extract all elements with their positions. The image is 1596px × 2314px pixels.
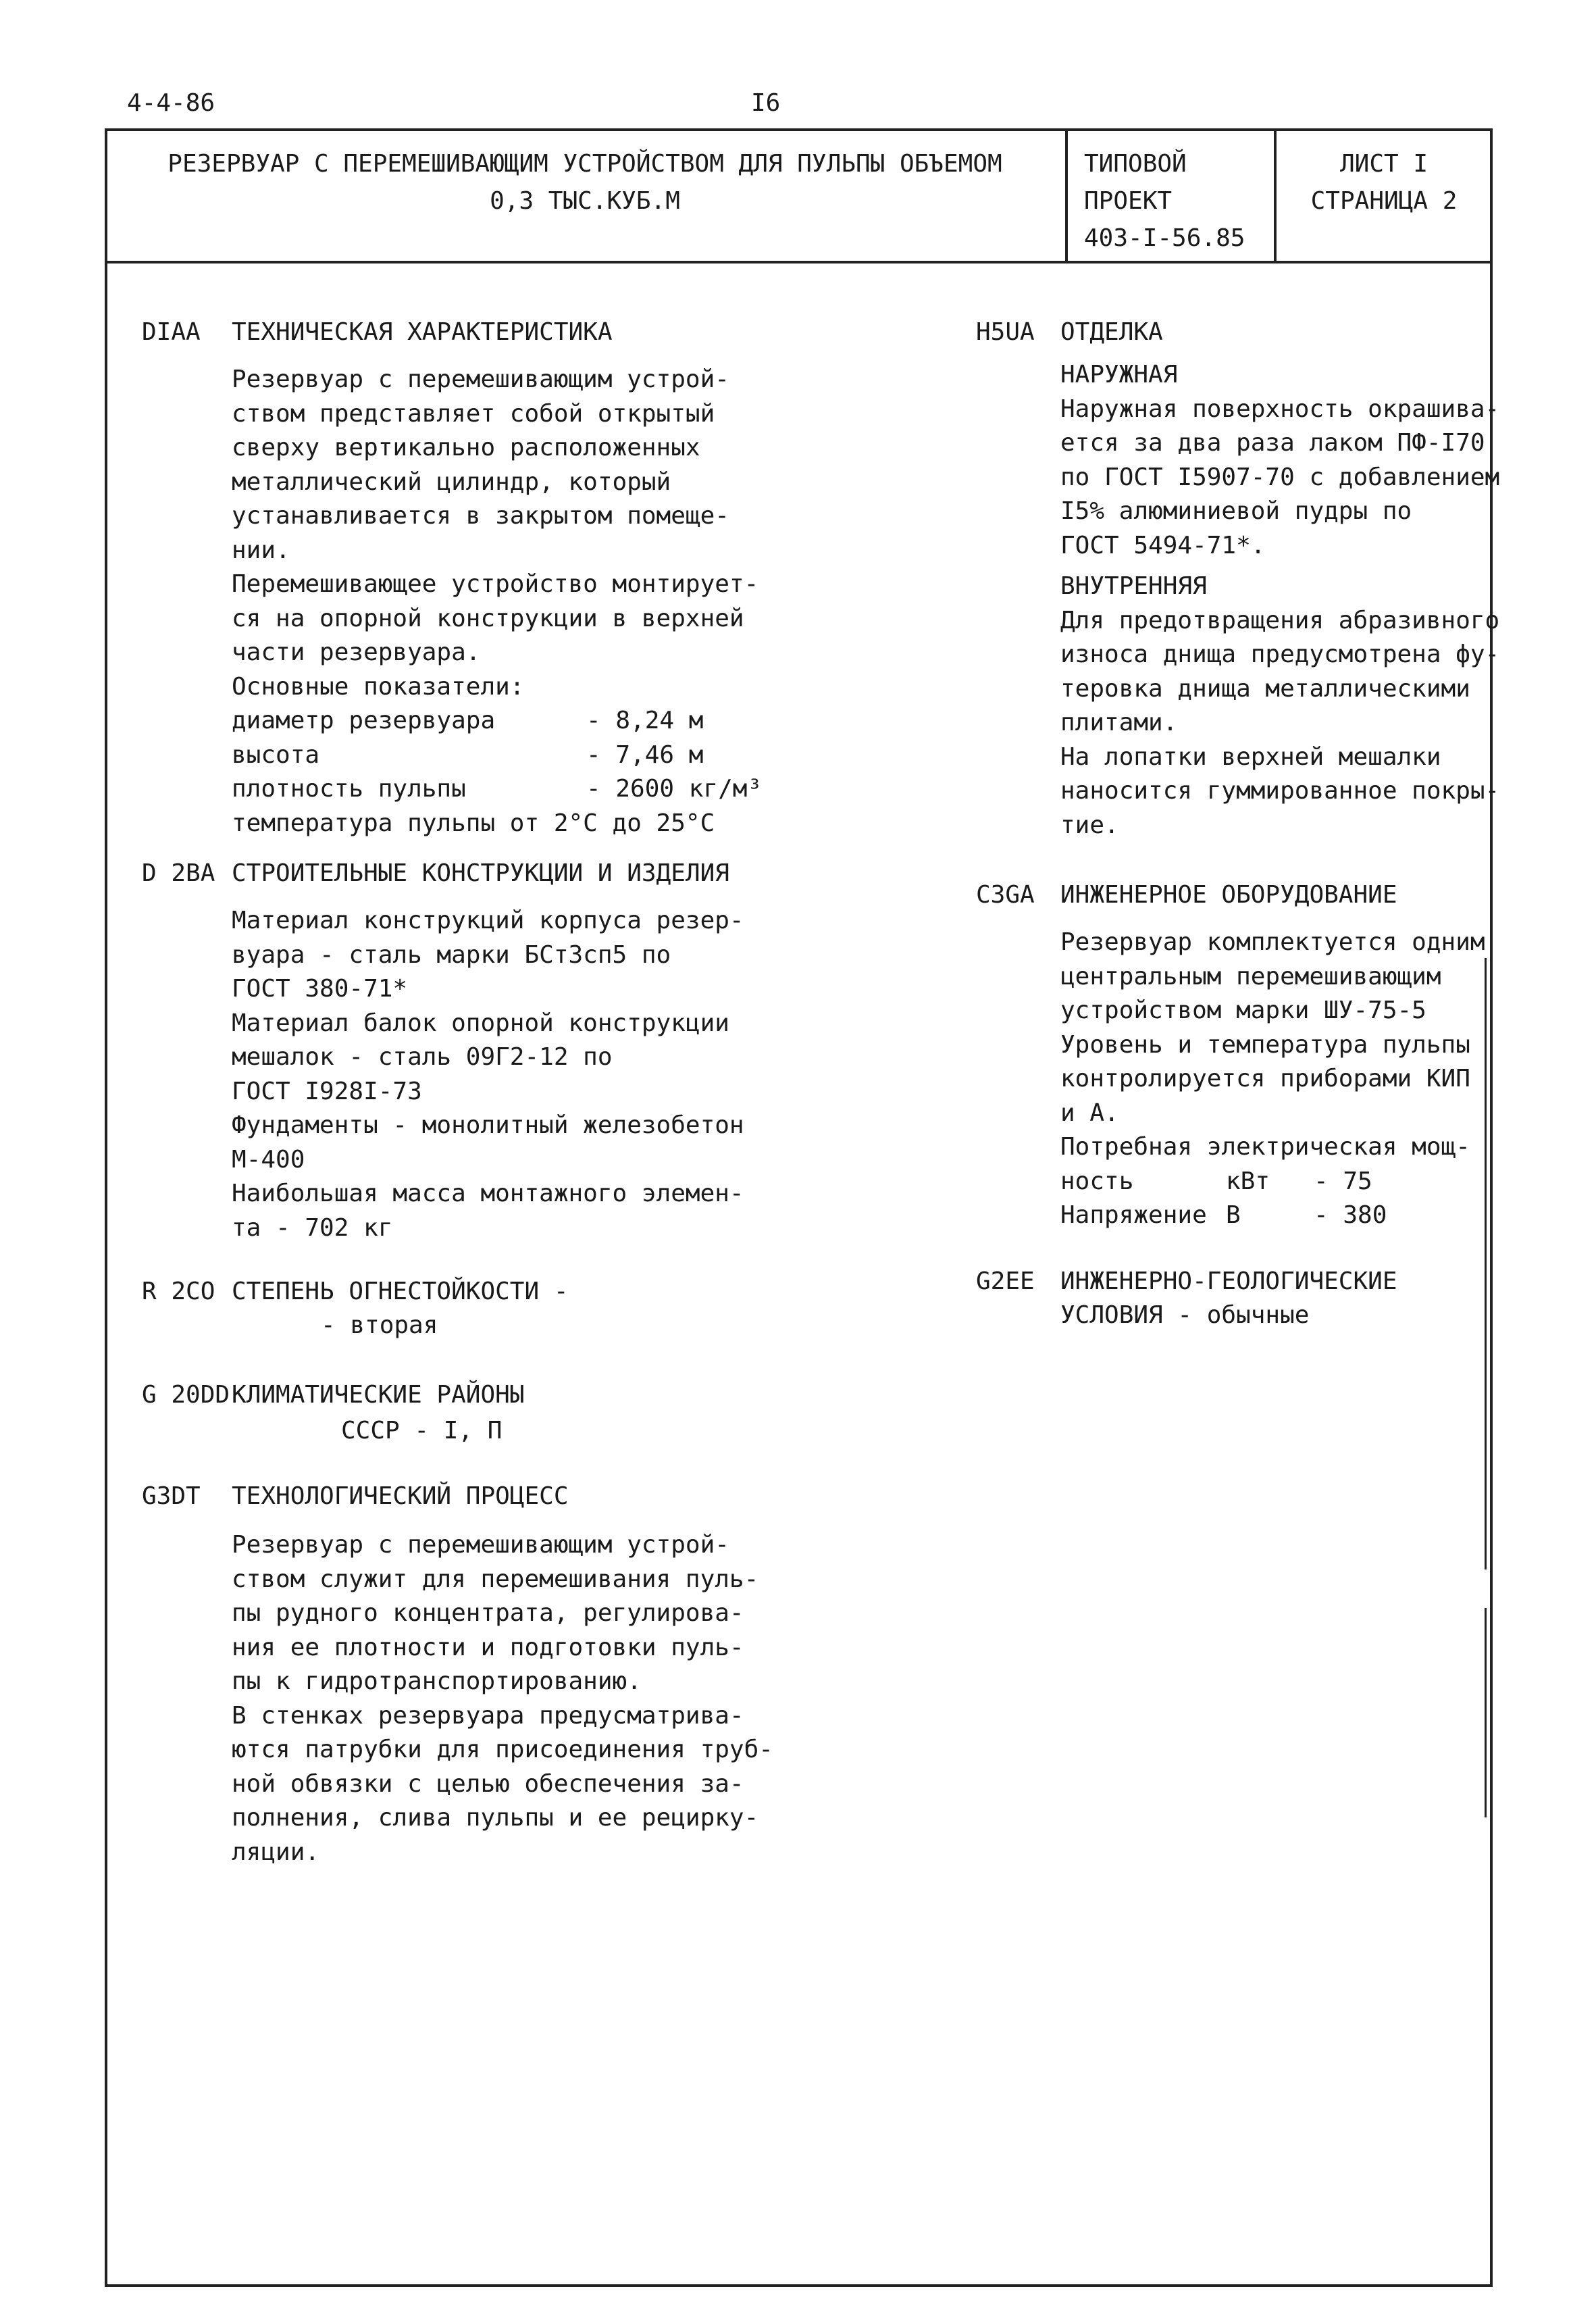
- header-col-divider-1: [1065, 128, 1068, 262]
- s7-line: Уровень и температура пульпы: [1060, 1030, 1470, 1059]
- s2-line: Материал конструкций корпуса резер-: [232, 907, 744, 934]
- header-sheet-line-1: ЛИСТ I: [1339, 150, 1428, 178]
- s1-line: устанавливается в закрытом помеще-: [232, 502, 729, 530]
- s7-line: Резервуар комплектуется одним: [1060, 928, 1485, 956]
- s2-line: Материал балок опорной конструкции: [232, 1009, 729, 1037]
- code-s8: G2EE: [976, 1267, 1035, 1295]
- code-s2: D 2BA: [142, 859, 215, 887]
- s1-line: металлический цилиндр, который: [232, 468, 671, 496]
- header-divider: [105, 261, 1493, 263]
- power-value: - 75: [1314, 1167, 1372, 1195]
- s6-line: Для предотвращения абразивного: [1060, 606, 1500, 634]
- s1-line: Перемешивающее устройство монтирует-: [232, 570, 759, 598]
- power-row: [1060, 1165, 1485, 1199]
- header-title-line-2: 0,3 ТЫС.КУБ.М: [490, 187, 680, 215]
- title-s3: СТЕПЕНЬ ОГНЕСТОЙКОСТИ -: [232, 1278, 569, 1305]
- param-name: плотность пульпы: [232, 775, 466, 803]
- s5-line: Резервуар с перемешивающим устрой-: [232, 1531, 729, 1559]
- value-s8: УСЛОВИЯ - обычные: [1060, 1301, 1310, 1329]
- code-s7: C3GA: [976, 881, 1035, 909]
- s6-line: наносится гуммированное покры-: [1060, 777, 1500, 805]
- header-col-divider-2: [1274, 128, 1277, 262]
- page-number: I6: [751, 89, 781, 117]
- header-title-line-1: РЕЗЕРВУАР С ПЕРЕМЕШИВАЮЩИМ УСТРОЙСТВОМ ДЛЯ ПУЛЬПЫ ОБЪЕМОМ: [168, 150, 1002, 178]
- s6-line: по ГОСТ I5907-70 с добавлением: [1060, 463, 1500, 491]
- s1-line: части резервуара.: [232, 638, 481, 666]
- s1-line: ся на опорной конструкции в верхней: [232, 604, 744, 632]
- s7-line: и А.: [1060, 1099, 1119, 1127]
- param-row-diameter: [232, 704, 762, 738]
- s5-line: пы к гидротранспортированию.: [232, 1667, 642, 1695]
- s6-line: тие.: [1060, 811, 1119, 839]
- subtitle-outer: НАРУЖНАЯ: [1060, 361, 1178, 388]
- title-s4: КЛИМАТИЧЕСКИЕ РАЙОНЫ: [232, 1381, 525, 1409]
- s2-line: та - 702 кг: [232, 1213, 393, 1242]
- title-s8: ИНЖЕНЕРНО-ГЕОЛОГИЧЕСКИЕ: [1060, 1267, 1397, 1295]
- s6-line: I5% алюминиевой пудры по: [1060, 497, 1412, 525]
- param-value: - 7,46 м: [586, 740, 704, 769]
- title-s2: СТРОИТЕЛЬНЫЕ КОНСТРУКЦИИ И ИЗДЕЛИЯ: [232, 859, 729, 887]
- code-s1: DIAA: [142, 318, 201, 346]
- doc-number: 4-4-86: [127, 89, 215, 117]
- s2-line: Наибольшая масса монтажного элемен-: [232, 1180, 744, 1207]
- s6-line: Наружная поверхность окрашива-: [1060, 395, 1500, 423]
- margin-mark-2: [1485, 1608, 1487, 1817]
- body-s1: [232, 363, 762, 840]
- header-project-line-1: ТИПОВОЙ: [1084, 150, 1187, 178]
- header-project: [1084, 145, 1245, 257]
- s5-line: ством служит для перемешивания пуль-: [232, 1565, 759, 1593]
- s7-line: центральным перемешивающим: [1060, 962, 1441, 990]
- voltage-unit: В: [1226, 1201, 1241, 1229]
- param-value: - 8,24 м: [586, 707, 704, 734]
- s5-line: В стенках резервуара предусматрива-: [232, 1701, 744, 1730]
- s2-line: ГОСТ I928I-73: [232, 1077, 422, 1105]
- code-s5: G3DT: [142, 1482, 201, 1510]
- s2-line: вуара - сталь марки БСт3сп5 по: [232, 940, 671, 969]
- s1-line: ством представляет собой открытый: [232, 399, 715, 428]
- param-name: диаметр резервуара: [232, 707, 496, 734]
- param-value: - 2600 кг/м³: [586, 775, 763, 803]
- body-s5: [232, 1528, 773, 1869]
- s5-line: полнения, слива пульпы и ее рецирку-: [232, 1804, 759, 1832]
- s5-line: ной обвязки с целью обеспечения за-: [232, 1769, 744, 1798]
- s6-line: теровка днища металлическими: [1060, 674, 1470, 703]
- header-sheet-line-2: СТРАНИЦА 2: [1310, 187, 1458, 215]
- subtitle-inner: ВНУТРЕННЯЯ: [1060, 572, 1207, 600]
- param-row-density: [232, 772, 762, 807]
- s1-line: сверху вертикально расположенных: [232, 434, 700, 461]
- temperature-line: температура пульпы от 2°С до 25°С: [232, 809, 715, 837]
- s2-line: мешалок - сталь 09Г2-12 по: [232, 1043, 613, 1071]
- code-s6: H5UA: [976, 318, 1035, 346]
- code-s4: G 20DD: [142, 1381, 230, 1409]
- title-s6: ОТДЕЛКА: [1060, 318, 1163, 346]
- value-s3: - вторая: [321, 1311, 438, 1339]
- power-name: ность: [1060, 1167, 1134, 1195]
- title-s7: ИНЖЕНЕРНОЕ ОБОРУДОВАНИЕ: [1060, 881, 1397, 909]
- code-s3: R 2CO: [142, 1278, 215, 1305]
- s1-line: нии.: [232, 536, 290, 564]
- s6-line: ется за два раза лаком ПФ-I70: [1060, 429, 1485, 457]
- header-project-line-3: 403-I-56.85: [1084, 224, 1245, 252]
- s1-line: Резервуар с перемешивающим устрой-: [232, 366, 729, 393]
- title-s5: ТЕХНОЛОГИЧЕСКИЙ ПРОЦЕСС: [232, 1482, 569, 1510]
- value-s4: СССР - I, П: [341, 1417, 503, 1444]
- s7-line: контролируется приборами КИП: [1060, 1065, 1470, 1092]
- param-name: высота: [232, 740, 320, 769]
- title-s1: ТЕХНИЧЕСКАЯ ХАРАКТЕРИСТИКА: [232, 318, 613, 346]
- voltage-row: [1060, 1199, 1485, 1233]
- s2-line: Фундаменты - монолитный железобетон: [232, 1111, 744, 1139]
- s6-line: плитами.: [1060, 709, 1178, 736]
- s5-line: ются патрубки для присоединения труб-: [232, 1736, 773, 1763]
- power-unit: кВт: [1226, 1167, 1270, 1195]
- s5-line: пы рудного концентрата, регулирова-: [232, 1599, 744, 1627]
- s7-line: Потребная электрическая мощ-: [1060, 1133, 1470, 1161]
- s6-line: ГОСТ 5494-71*.: [1060, 531, 1266, 559]
- s2-line: М-400: [232, 1145, 305, 1174]
- header-project-line-2: ПРОЕКТ: [1084, 187, 1173, 215]
- s6-line: износа днища предусмотрена фу-: [1060, 640, 1500, 668]
- body-s6: [1060, 358, 1499, 842]
- s5-line: ляции.: [232, 1838, 320, 1866]
- voltage-name: Напряжение: [1060, 1201, 1207, 1229]
- param-row-height: [232, 738, 762, 773]
- s7-line: устройством марки ШУ-75-5: [1060, 997, 1426, 1024]
- header-title: [108, 145, 1062, 220]
- s1-line: Основные показатели:: [232, 672, 525, 701]
- header-sheet: [1278, 145, 1490, 220]
- s5-line: ния ее плотности и подготовки пуль-: [232, 1633, 744, 1661]
- body-s2: [232, 904, 744, 1245]
- voltage-value: - 380: [1314, 1201, 1387, 1229]
- s6-line: На лопатки верхней мешалки: [1060, 743, 1441, 771]
- body-s7: [1060, 926, 1485, 1233]
- s2-line: ГОСТ 380-71*: [232, 975, 408, 1003]
